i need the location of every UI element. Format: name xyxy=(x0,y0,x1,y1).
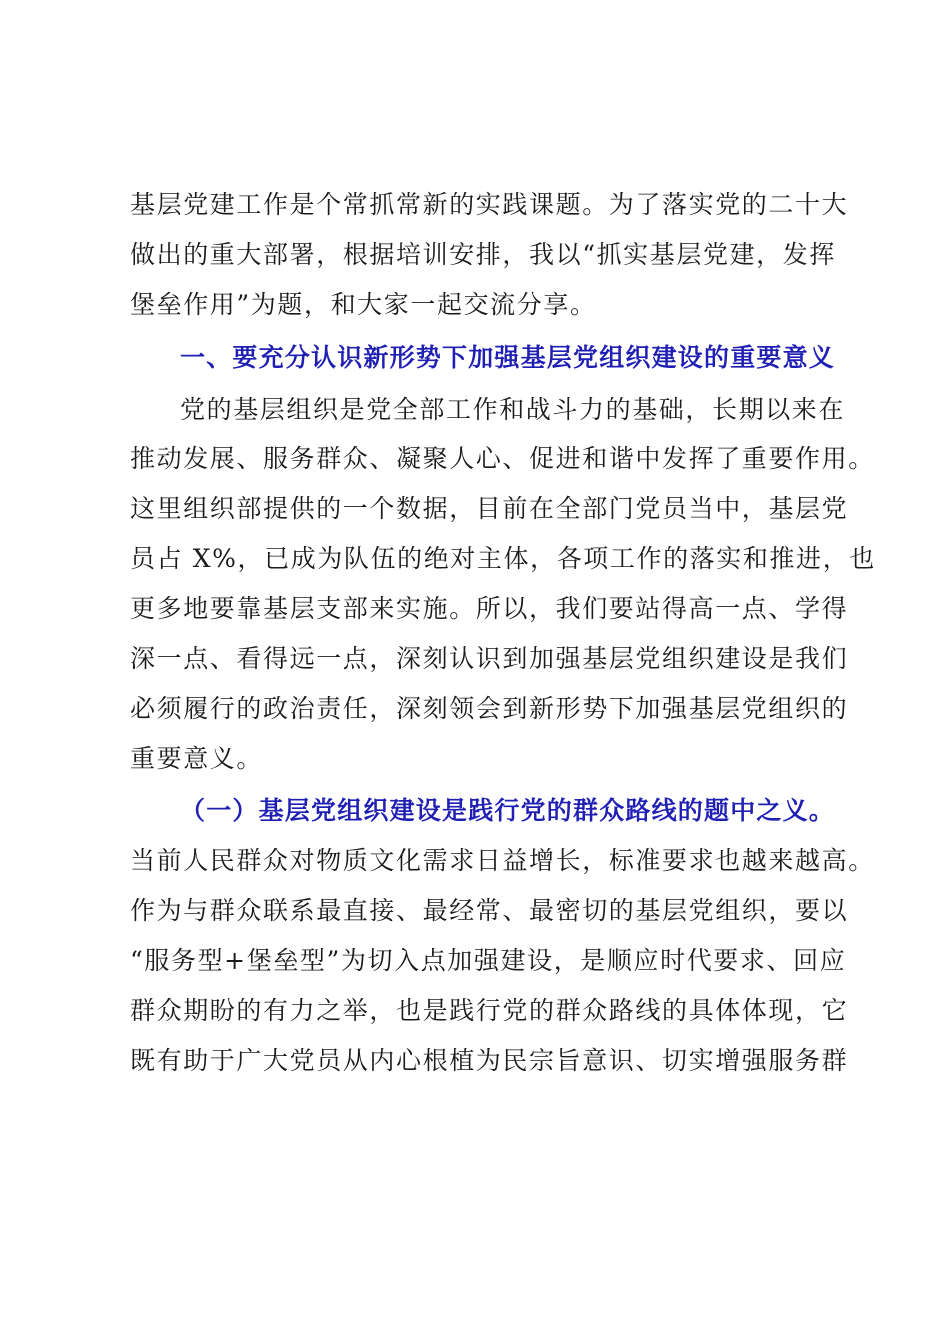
subsection-1-line-5: 既有助于广大党员从内心根植为民宗旨意识、切实增强服务群 xyxy=(130,1046,849,1075)
section-1-line-6: 深一点、看得远一点，深刻认识到加强基层党组织建设是我们 xyxy=(130,644,849,673)
section-heading-1: 一、要充分认识新形势下加强基层党组织建设的重要意义 xyxy=(180,343,836,372)
section-1-line-4: 员占 X%，已成为队伍的绝对主体，各项工作的落实和推进，也 xyxy=(130,544,876,573)
subsection-1-line-2: 作为与群众联系最直接、最经常、最密切的基层党组织，要以 xyxy=(130,896,849,925)
intro-line-2: 做出的重大部署，根据培训安排，我以“抓实基层党建，发挥 xyxy=(130,240,836,269)
subsection-1-line-4: 群众期盼的有力之举，也是践行党的群众路线的具体体现，它 xyxy=(130,996,849,1025)
section-1-line-7: 必须履行的政治责任，深刻领会到新形势下加强基层党组织的 xyxy=(130,694,849,723)
section-1-line-2: 推动发展、服务群众、凝聚人心、促进和谐中发挥了重要作用。 xyxy=(130,444,875,473)
intro-line-1: 基层党建工作是个常抓常新的实践课题。为了落实党的二十大 xyxy=(130,190,849,219)
section-1-line-1: 党的基层组织是党全部工作和战斗力的基础，长期以来在 xyxy=(180,395,846,424)
section-1-line-3: 这里组织部提供的一个数据，目前在全部门党员当中，基层党 xyxy=(130,494,849,523)
section-1-line-8: 重要意义。 xyxy=(130,744,264,773)
intro-line-3: 堡垒作用”为题，和大家一起交流分享。 xyxy=(130,290,597,319)
subsection-heading-1: （一）基层党组织建设是践行党的群众路线的题中之义。 xyxy=(180,796,836,825)
subsection-1-line-1: 当前人民群众对物质文化需求日益增长，标准要求也越来越高。 xyxy=(130,846,875,875)
section-1-line-5: 更多地要靠基层支部来实施。所以，我们要站得高一点、学得 xyxy=(130,594,849,623)
subsection-1-line-3: “服务型+堡垒型”为切入点加强建设，是顺应时代要求、回应 xyxy=(130,946,847,975)
